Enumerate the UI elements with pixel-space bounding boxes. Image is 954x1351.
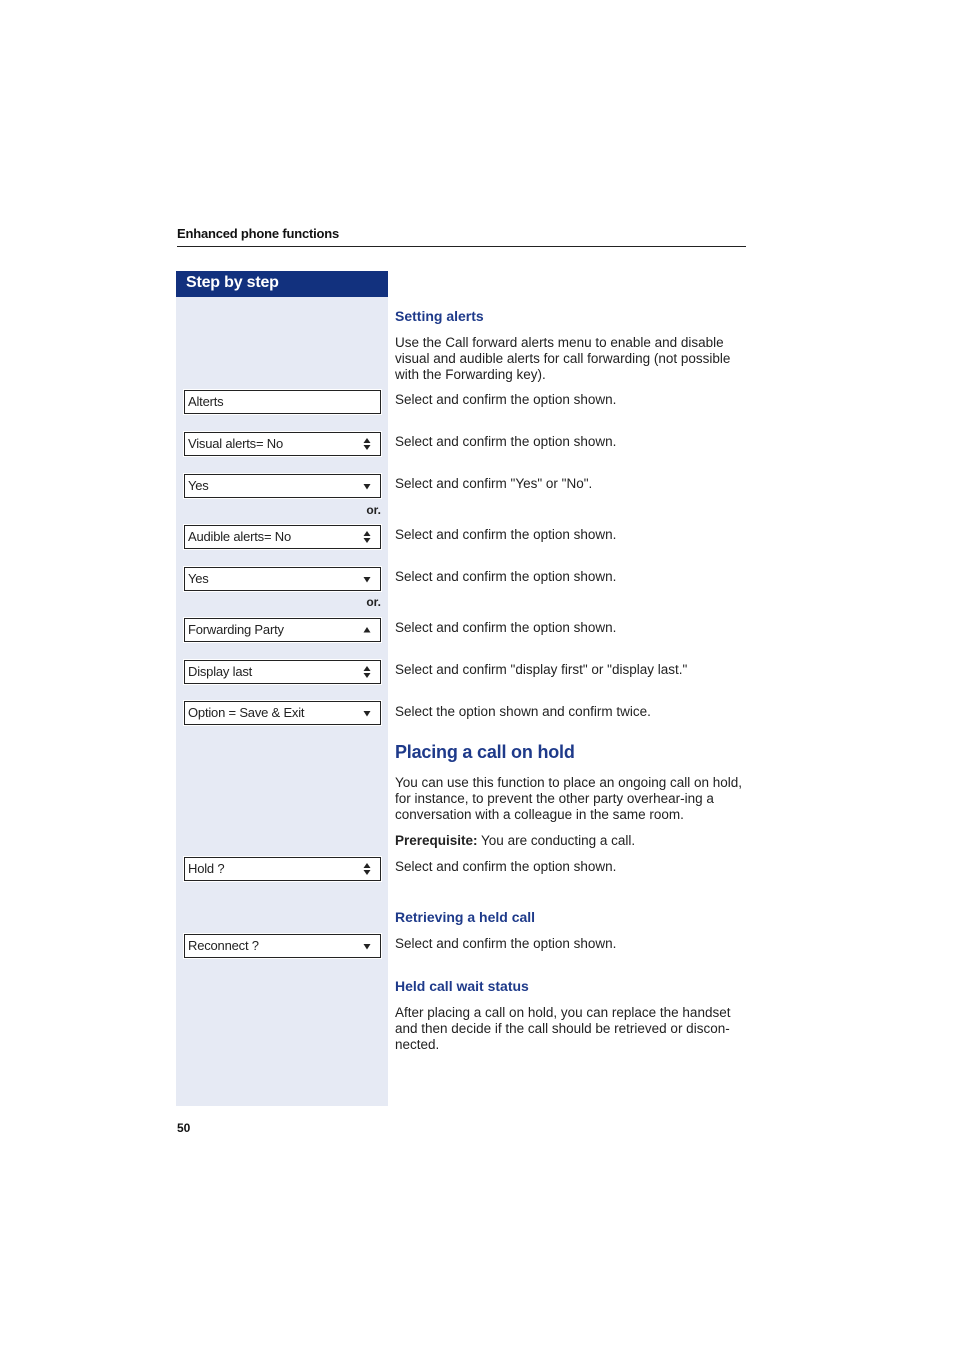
header-rule (177, 246, 746, 247)
step-text: Select and confirm the option shown. (395, 936, 617, 951)
up-arrow-icon (363, 624, 371, 636)
display-item-audible-alerts[interactable] (184, 525, 381, 549)
placing-hold-intro: You can use this function to place an ongoing call on hold, for instance, to prevent the other party overhear-ing a conversation with a colleague in the same room. (395, 775, 743, 822)
display-item-forwarding-party[interactable] (184, 618, 381, 642)
prerequisite-text: You are conducting a call. (477, 833, 636, 848)
heading-placing-hold: Placing a call on hold (395, 742, 575, 762)
step-text: Select and confirm the option shown. (395, 434, 617, 449)
or-label: or. (366, 503, 381, 517)
or-label: or. (366, 595, 381, 609)
step-text: Select and confirm "display first" or "display last." (395, 662, 688, 677)
step-text: Select and confirm "Yes" or "No". (395, 476, 593, 491)
display-item-hold[interactable] (184, 857, 381, 881)
setting-alerts-intro: Use the Call forward alerts menu to enable and disable visual and audible alerts for call forwarding (not possible with the Forwarding key). (395, 335, 731, 382)
display-item-label: Display last (188, 664, 253, 679)
down-arrow-icon (363, 480, 371, 492)
display-item-display-last[interactable] (184, 660, 381, 684)
step-text: Select and confirm the option shown. (395, 392, 617, 407)
prerequisite (395, 833, 750, 849)
display-item-label: Yes (188, 478, 209, 493)
display-item-label: Option = Save & Exit (188, 705, 305, 720)
heading-wait-status: Held call wait status (395, 978, 529, 994)
wait-status-text: After placing a call on hold, you can replace the handset and then decide if the call should be retrieved or discon-nected. (395, 1005, 731, 1052)
display-item-label: Forwarding Party (188, 622, 284, 637)
running-header: Enhanced phone functions (177, 226, 340, 241)
sidebar-title: Step by step (176, 271, 388, 297)
display-item-label: Hold ? (188, 861, 225, 876)
display-item-label: Alterts (188, 394, 224, 409)
page-number: 50 (177, 1121, 191, 1135)
display-item-label: Visual alerts= No (188, 436, 283, 451)
step-text: Select and confirm the option shown. (395, 527, 617, 542)
display-item-label: Reconnect ? (188, 938, 259, 953)
up-down-arrow-icon (363, 863, 371, 875)
down-arrow-icon (363, 707, 371, 719)
step-text: Select the option shown and confirm twice. (395, 704, 651, 719)
step-text: Select and confirm the option shown. (395, 620, 617, 635)
prerequisite-label: Prerequisite: (395, 833, 478, 848)
display-item-label: Audible alerts= No (188, 529, 291, 544)
down-arrow-icon (363, 573, 371, 585)
display-item-alerts[interactable] (184, 390, 381, 414)
display-item-reconnect[interactable] (184, 934, 381, 958)
step-text: Select and confirm the option shown. (395, 859, 617, 874)
display-item-yes-2[interactable] (184, 567, 381, 591)
heading-setting-alerts: Setting alerts (395, 308, 484, 324)
display-item-label: Yes (188, 571, 209, 586)
display-item-save-exit[interactable] (184, 701, 381, 725)
up-down-arrow-icon (363, 438, 371, 450)
display-item-yes[interactable] (184, 474, 381, 498)
step-text: Select and confirm the option shown. (395, 569, 617, 584)
display-item-visual-alerts[interactable] (184, 432, 381, 456)
up-down-arrow-icon (363, 666, 371, 678)
heading-retrieving: Retrieving a held call (395, 909, 536, 925)
down-arrow-icon (363, 940, 371, 952)
up-down-arrow-icon (363, 531, 371, 543)
